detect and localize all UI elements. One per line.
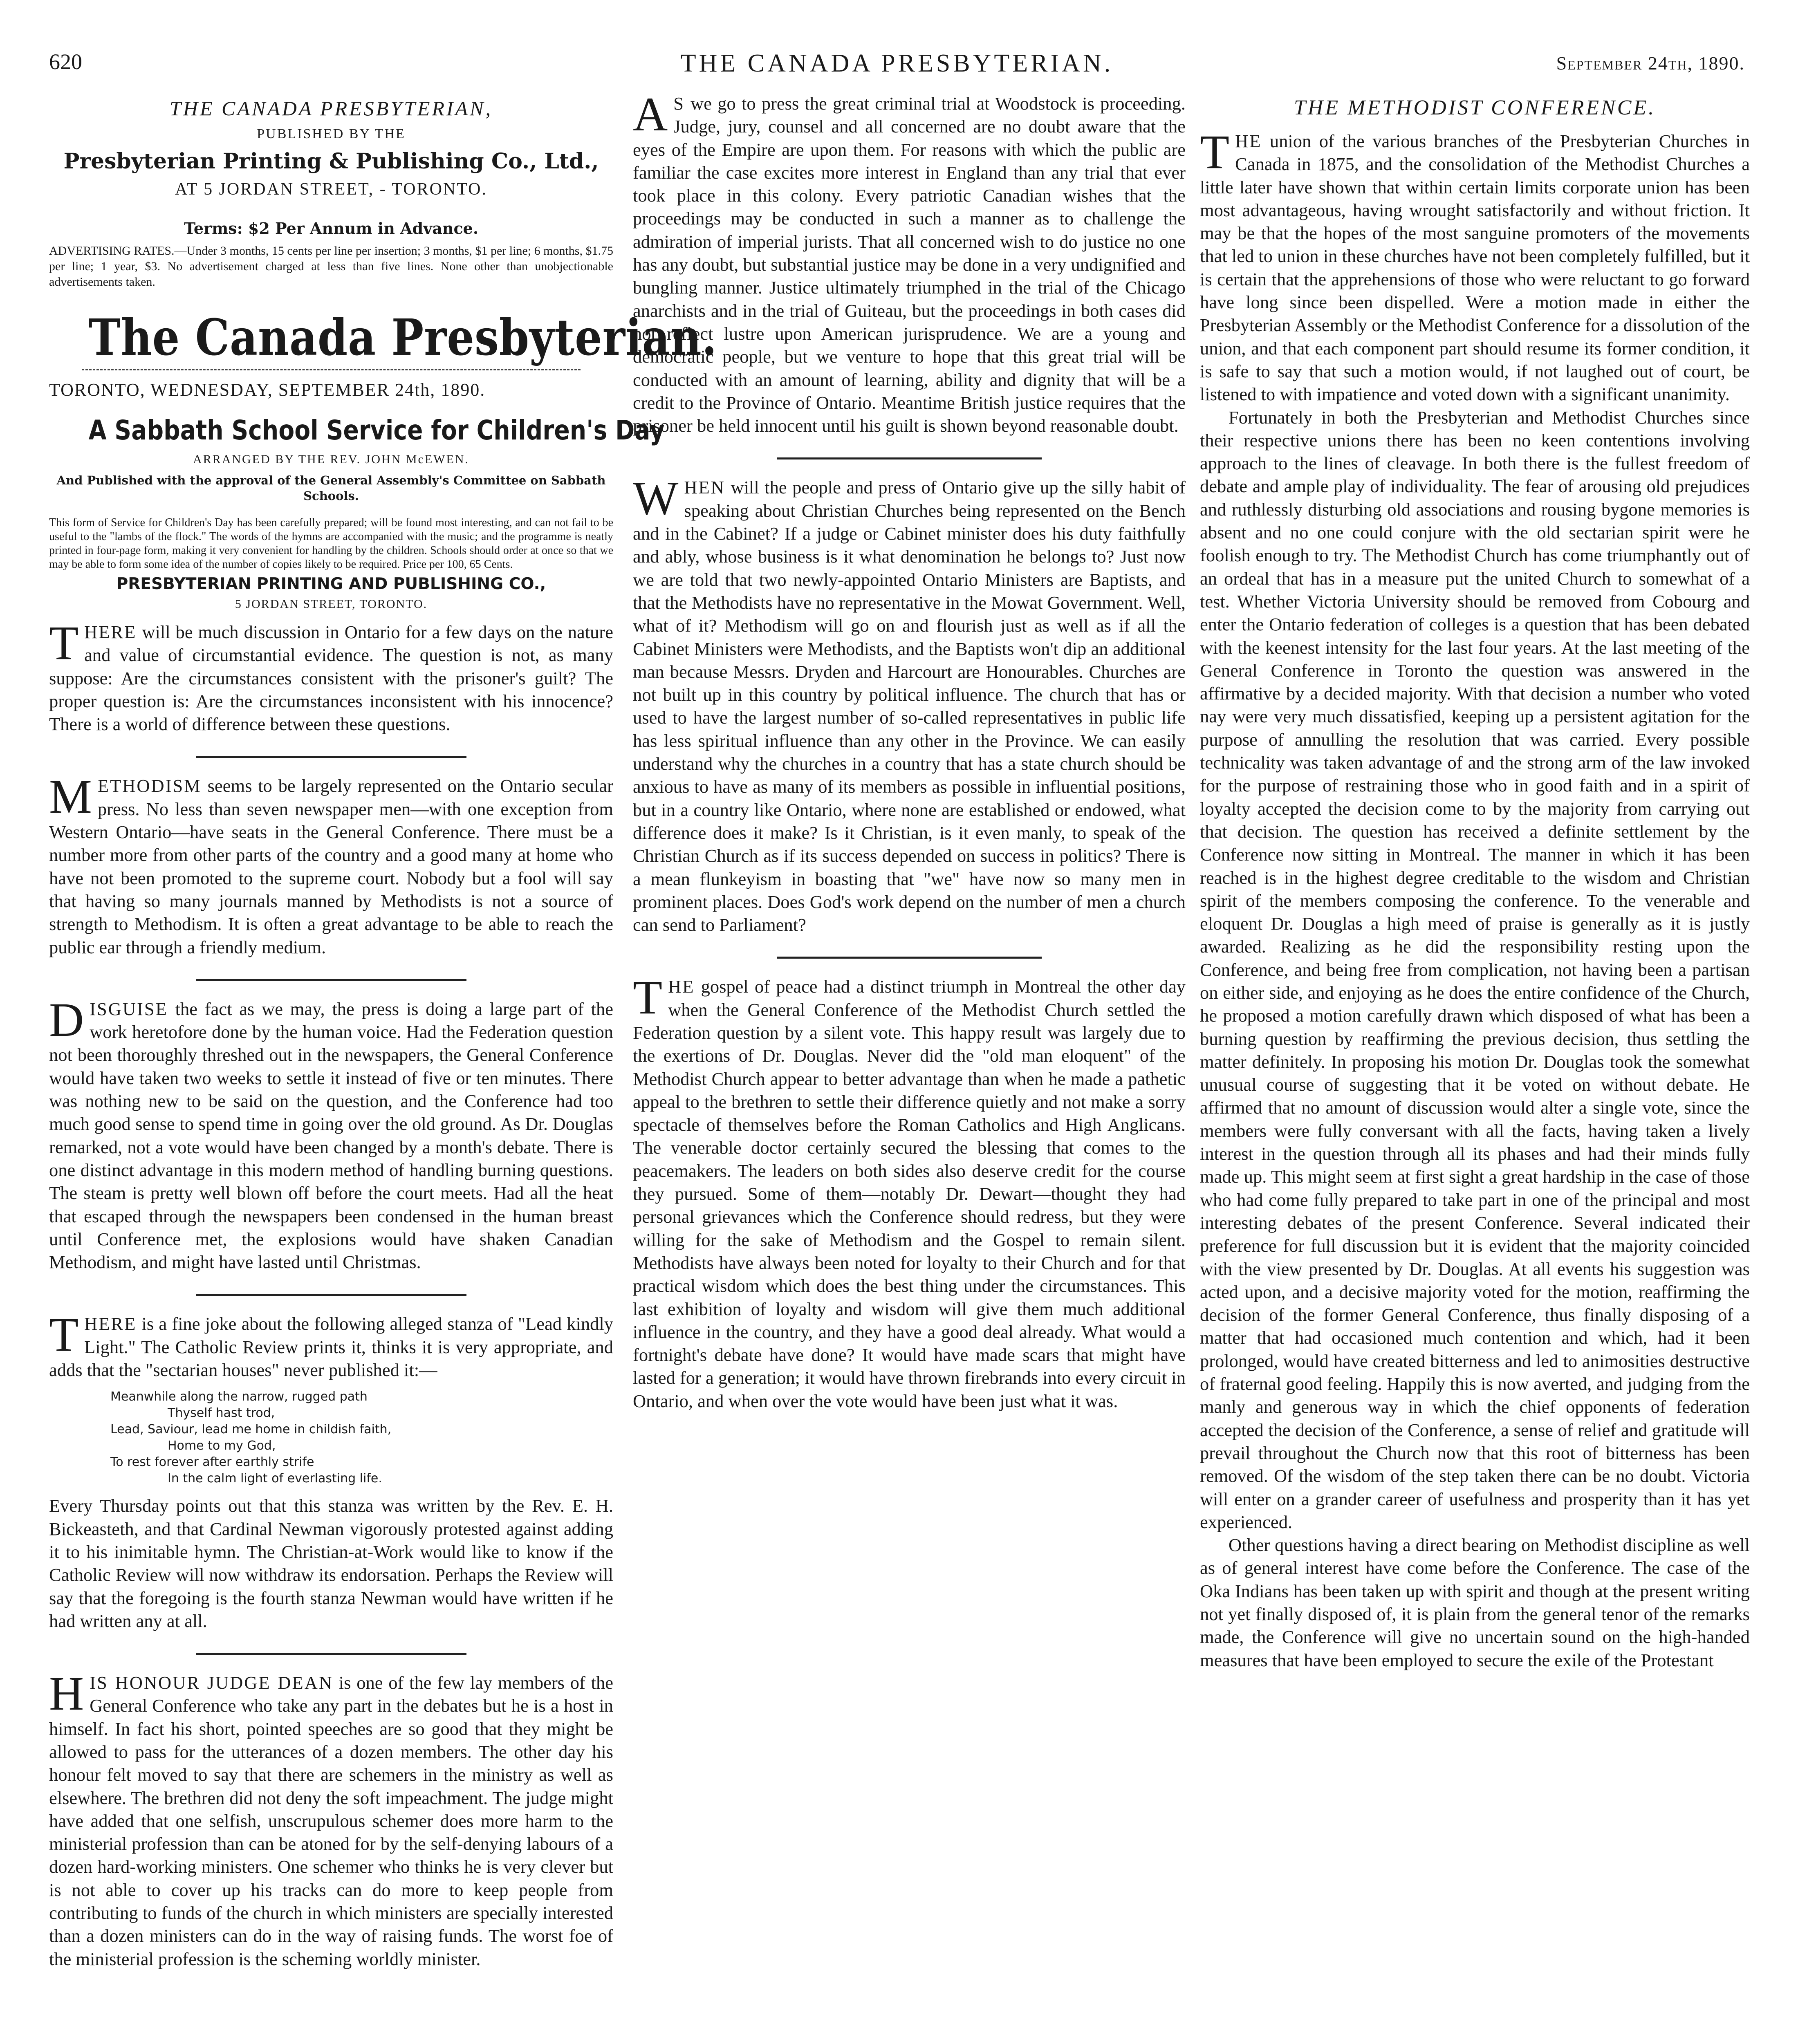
article-divider [196, 1653, 466, 1655]
poem-line: Thyself hast trod, [168, 1406, 275, 1421]
lead-word: HE [668, 976, 695, 997]
article-paragraph: Fortunately in both the Presbyterian and Methodist Churches since their respective unions there has been no keen contentions involving approach to the lines of cleavage. In both there is the fullest freedom of debate and ample play of individuality. The fear of arousing old prejudices and ruthlessly disturbing old associations and rousing bygone memories is absent and no one could conjure with the old sectarian spirit were he foolish enough to try. The Methodist Church has come triumphantly out of an ordeal that has in a measure put the united Church to somewhat of a test. Whether Victoria University should be removed from Cobourg and enter the Ontario federation of colleges is a question that has been debated with the keenest intensity for the last four years. At the last meeting of the General Conference in Toronto the question was answered in the affirmative by a decided majority. With that decision a number who voted nay were very much dissatisfied, keeping up a persistent agitation for the purpose of annulling the resolution that was carried. Every possible technicality was taken advantage of and the strong arm of the law invoked for the purpose of restraining those who in good faith and in a spirit of loyalty accepted the decision come to by the majority from carrying out that decision. The question has received a definite settlement by the Conference now sitting in Montreal. The manner in which it has been reached is in the highest degree creditable to the wisdom and Christian spirit of the members composing the conference. To the venerable and eloquent Dr. Douglas a high meed of praise is generally as it is justly awarded. Realizing as he did the responsibility resting upon the Conference, and being free from complication, not having been a partisan on either side, and enjoying as he does the entire confidence of the Church, he proposed a motion carefully drawn which disposed of what has been a burning question by reaffirming the previous decision, thus settling the matter definitely. In proposing his motion Dr. Douglas took the somewhat unusual course of suggesting that it be voted on without debate. He affirmed that no amount of discussion would alter a single vote, since the members were fully conversant with all the facts, having taken a lively interest in the question through all its phases and had their minds fully made up. This might seem at first sight a great hardship in the case of those who had come fully prepared to take part in one of the principal and most interesting debates of the present Conference. Several indicated their preference for full discussion but it is evident that the majority coincided with the view presented by Dr. Douglas. At all events his suggestion was acted upon, and a decisive majority voted for the motion, reaffirming the decision of the former General Conference, thus finally disposing of a matter that had occasioned much contention and which, had it been prolonged, would have created bitterness and led to animosities destructive of fraternal good feeling. Happily this is now averted, and judging from the manly and generous way in which the chief opponents of federation accepted the decision of the Conference, a sense of relief and gratitude will prevail throughout the Church now that this root of bitterness has been removed. Of the wisdom of the step taken there can be no doubt. Victoria will enter on a grander career of usefulness and prosperity than it has yet experienced. [1200, 407, 1750, 1532]
article-divider [196, 979, 466, 981]
article-divider [196, 756, 466, 758]
column-2 [633, 87, 1186, 2044]
running-title: THE CANADA PRESBYTERIAN. [680, 49, 1114, 77]
drop-cap: H [49, 1667, 84, 1721]
article-text: will the people and press of Ontario give up the silly habit of speaking about Christian Churches being represented on the Bench and in the Cabinet? If a judge or Cabinet minister does his duty faithfully and ably, whose business is it what denomination he belongs to? Just now we are told that two newly-appointed Ontario Ministers are Baptists, and that the Methodists have no representative in the Mowat Government. Well, what of it? Methodism will go on and flourish just as well as if all the Cabinet Ministers were Methodists, and the Baptists won't dip an additional man because Messrs. Dryden and Harcourt are Honourables. Churches are not built up in this country by political influence. The church that has or used to have the largest number of so-called representatives in public life has less spiritual influence than any other in the Province. We can easily understand why the churches in a country that has a state church should be anxious to have as many of its members as possible in influential positions, but in a country like Ontario, where none are established or endowed, what difference does it make? Is it Christian, is it even manly, to speak of the Christian Church as if its success depended on success in politics? There is a mean flunkeyism in boasting that "we" have now so many men in prominent places. Does God's work depend on the number of men a church can send to Parliament? [633, 477, 1186, 935]
article-text: is one of the few lay members of the General Conference who take any part in the debates but he is a host in himself. In fact his short, pointed speeches are so good that they might be allowed to pass for the utterances of a dozen members. The other day his honour felt moved to say that there are schemers in the ministry as well as elsewhere. The brethren did not deny the soft impeachment. The judge might have added that one selfish, unscrupulous schemer does more harm to the ministerial profession than can be atoned for by the self-denying labours of a dozen hard-working ministers. One schemer who thinks he is very clever but is not able to cover up his tracks can do more to keep people from contributing to funds of the church in which ministers are specially interested than a dozen ministers can do in the way of raising funds. The worst foe of the ministerial profession is the scheming worldly minister. [49, 1672, 613, 1969]
article-bench-and-cabinet [633, 468, 1186, 946]
masthead-published-by: PUBLISHED BY THE [257, 126, 406, 141]
article-paragraph [49, 770, 613, 958]
article-paragraph: Other questions having a direct bearing on Methodist discipline as well as of general interest have come before the Conference. The case of the Oka Indians has been taken up with spirit and though at the present writing not yet finally disposed of, it is plain from the general tenor of the remarks made, the Conference will give no uncertain sound on the high-handed measures that have been employed to secure the exile of the Protestant [1200, 1535, 1750, 1670]
article-paragraph [1200, 125, 1750, 406]
sabbath-service-byline: ARRANGED BY THE REV. JOHN McEWEN. [193, 453, 469, 466]
article-paragraph [49, 1308, 613, 1381]
running-header [49, 49, 1745, 86]
drop-cap: W [633, 471, 679, 525]
article-paragraph: Every Thursday points out that this stanza was written by the Rev. E. H. Bickeasteth, and that Cardinal Newman vigorously protested against adding it to his inimitable hymn. The Christian-at-Work would like to know if the Catholic Review will now withdraw its endorsation. Perhaps the Review will say that the foregoing is the fourth stanza Newman would have written if he had written any at all. [49, 1495, 613, 1631]
article-disguise [49, 990, 613, 1284]
sabbath-service-publisher: PRESBYTERIAN PRINTING AND PUBLISHING CO., [116, 575, 546, 593]
drop-cap: T [633, 970, 663, 1024]
dateline: TORONTO, WEDNESDAY, SEPTEMBER 24th, 1890. [49, 380, 486, 400]
masthead-address: AT 5 JORDAN STREET, - TORONTO. [175, 180, 487, 199]
article-gospel-of-peace [633, 968, 1186, 1422]
issue-date: September 24th, 1890. [1556, 53, 1745, 74]
article-text: is a fine joke about the following alleged stanza of "Lead kindly Light." The Catholic Review prints it, thinks it is very appropriate, and adds that the "sectarian houses" never published it:— [49, 1313, 613, 1381]
article-woodstock-trial [633, 87, 1186, 447]
masthead-title: THE CANADA PRESBYTERIAN, [170, 97, 493, 120]
page-number: 620 [49, 49, 82, 74]
drop-cap: T [49, 616, 79, 670]
article-paragraph [49, 993, 613, 1274]
lead-word: HERE [84, 622, 137, 642]
poem-line: Home to my God, [168, 1439, 276, 1453]
article-methodist-conference [1200, 125, 1750, 1681]
masthead-company: Presbyterian Printing & Publishing Co., Ltd., [63, 149, 599, 174]
drop-cap: M [49, 770, 92, 824]
poem-line: To rest forever after earthly strife [110, 1455, 314, 1470]
dateline-rule [82, 369, 581, 370]
column-1 [49, 92, 717, 2044]
article-text: the fact as we may, the press is doing a large part of the work heretofore done by the human voice. Had the Federation question not been thoroughly threshed out in the newspapers, the General Conference would have taken two weeks to settle it instead of five or ten minutes. There was nothing new to be said on the question, and the Conference had too much good sense to spend time in going over the old ground. As Dr. Douglas remarked, not a vote would have been changed by a month's debate. There is one distinct advantage in this modern method of handling burning questions. The steam is pretty well blown off before the court meets. Had all the heat that escaped through the newspapers been condensed in the human breast until Conference met, the explosions would have shaken Canadian Methodism, and might have lasted until Christmas. [49, 998, 613, 1273]
article-lead-kindly-light [49, 1305, 613, 1642]
poem-line: Lead, Saviour, lead me home in childish faith, [110, 1422, 392, 1437]
lead-word: S [673, 93, 685, 114]
advertising-rates: ADVERTISING RATES.—Under 3 months, 15 cents per line per insertion; 3 months, $1 per line; 6 months, $1.75 per line; 1 year, $3. No advertisement charged at less than five lines. None other than unobjectionable advertisements taken. [49, 244, 613, 289]
poem-stanza [110, 1389, 613, 1487]
sabbath-service-description: This form of Service for Children's Day has been carefully prepared; will be found most interesting, and can not fail to be useful to the "lambs of the flock." The words of the hymns are accompanied with the music; and the programme is neatly printed in four-page form, making it very convenient for handling by the children. Schools should order at once so that we may be able to form some idea of the number of copies likely to be required. Price per 100, 65 Cents. [49, 516, 613, 571]
article-divider [777, 957, 1042, 959]
masthead-terms: Terms: $2 Per Annum in Advance. [184, 219, 479, 238]
drop-cap: T [49, 1308, 79, 1362]
lead-word: HERE [84, 1313, 137, 1334]
article-text: will be much discussion in Ontario for a few days on the nature and value of circumstantial evidence. The question is not, as many suppose: Are the circumstances consistent with the prisoner's guilt? The proper question is: Are the circumstances inconsistent with his innocence? There is a world of difference between these questions. [49, 622, 613, 735]
sabbath-service-address: 5 JORDAN STREET, TORONTO. [235, 597, 428, 611]
article-text: union of the various branches of the Presbyterian Churches in Canada in 1875, and the consolidation of the Methodist Churches a little later have shown that within certain limits corporate union has been most advantageous, having wrought satisfactorily and without friction. It may be that the hopes of the most sanguine promoters of the movements that led to union in these churches have not been completely fulfilled, but it is certain that the apprehensions of those who were reluctant to go forward have long since been dispelled. Were a motion made in either the Presbyterian Assembly or the Methodist Conference for a dissolution of the union, and that each component part should resume its former condition, it is safe to say that such a motion would, if not laughed out of court, be listened to with impatience and voted down with a significant unanimity. [1200, 131, 1750, 405]
article-text: seems to be largely represented on the Ontario secular press. No less than seven newspaper men—with one exception from Western Ontario—have seats in the General Conference. There must be a number more from other parts of the country and a good many at home who have not been promoted to the supreme court. Nobody but a fool will say that having so many journals manned by Methodists is not a source of strength to Methodism. It is often a great advantage to be able to reach the public ear through a friendly medium. [49, 775, 613, 957]
sabbath-service-sanction: And Published with the approval of the General Assembly's Committee on Sabbath Schools. [56, 473, 606, 503]
article-paragraph [49, 616, 613, 735]
article-methodism-press [49, 767, 613, 968]
article-paragraph [633, 970, 1186, 1412]
lead-word: IS HONOUR JUDGE DEAN [90, 1672, 333, 1693]
column-3 [1200, 92, 1750, 2044]
article-paragraph [49, 1667, 613, 1970]
poem-line: Meanwhile along the narrow, rugged path [110, 1390, 368, 1404]
nameplate: The Canada Presbyterian. [88, 308, 717, 367]
section-heading: THE METHODIST CONFERENCE. [1294, 96, 1656, 119]
lead-word: ETHODISM [97, 775, 202, 796]
lead-word: HEN [684, 477, 725, 498]
drop-cap: T [1200, 125, 1230, 179]
article-divider [777, 457, 1042, 459]
drop-cap: D [49, 993, 84, 1047]
article-divider [196, 1294, 466, 1296]
article-paragraph [633, 471, 1186, 936]
article-judge-dean [49, 1664, 613, 1980]
article-text: gospel of peace had a distinct triumph in Montreal the other day when the General Conference of the Methodist Church settled the Federation question by a silent vote. This happy result was largely due to the exertions of Dr. Douglas. Never did the "old man eloquent" of the Methodist Church appear to better advantage than when he made a pathetic appeal to the brethren to settle their difference quietly and not make a sorry spectacle of themselves before the Roman Catholics and High Anglicans. The venerable doctor certainly secured the blessing that comes to the peacemakers. The leaders on both sides also deserve credit for the course they pursued. Some of them—notably Dr. Dewart—thought they had personal grievances which the Conference should redress, but they were willing for the sake of Methodism and the Gospel to remain silent. Methodists have always been noted for loyalty to their Church and for that practical wisdom which does the best thing under the circumstances. This last exhibition of loyalty and wisdom will give them much additional influence in the country, and they have a good deal already. What would a fortnight's debate have done? It would have made scars that might have lasted for a generation; it would have thrown firebrands into every circuit in Ontario, and when over the vote would have been just what it was. [633, 976, 1186, 1411]
lead-word: HE [1235, 131, 1262, 151]
sabbath-service-title: A Sabbath School Service for Children's Day [88, 415, 665, 446]
drop-cap: A [633, 87, 668, 141]
lead-word: ISGUISE [90, 998, 168, 1019]
article-paragraph [633, 87, 1186, 437]
poem-line: In the calm light of everlasting life. [168, 1471, 382, 1486]
article-circumstantial-evidence [49, 613, 613, 745]
article-text: we go to press the great criminal trial at Woodstock is proceeding. Judge, jury, counsel and all concerned are no doubt aware that the eyes of the Empire are upon them. For reasons with which the public are familiar the case excites more interest in England than any trial that ever took place in this colony. Every patriotic Canadian wishes that the proceedings may be conducted in such a manner as to challenge the admiration of imperial jurists. That all concerned wish to do justice no one has any doubt, but substantial justice may be done in a very undignified and bungling manner. Justice ultimately triumphed in the trial of the Chicago anarchists and in the trial of Guiteau, but the proceedings in both cases did not reflect lustre upon American jurisprudence. We are a young and democratic people, but we venture to hope that this great trial will be conducted with an amount of learning, ability and dignity that will be a credit to the Province of Ontario. Meantime British justice requires that the prisoner be held innocent until his guilt is shown beyond reasonable doubt. [633, 93, 1186, 436]
